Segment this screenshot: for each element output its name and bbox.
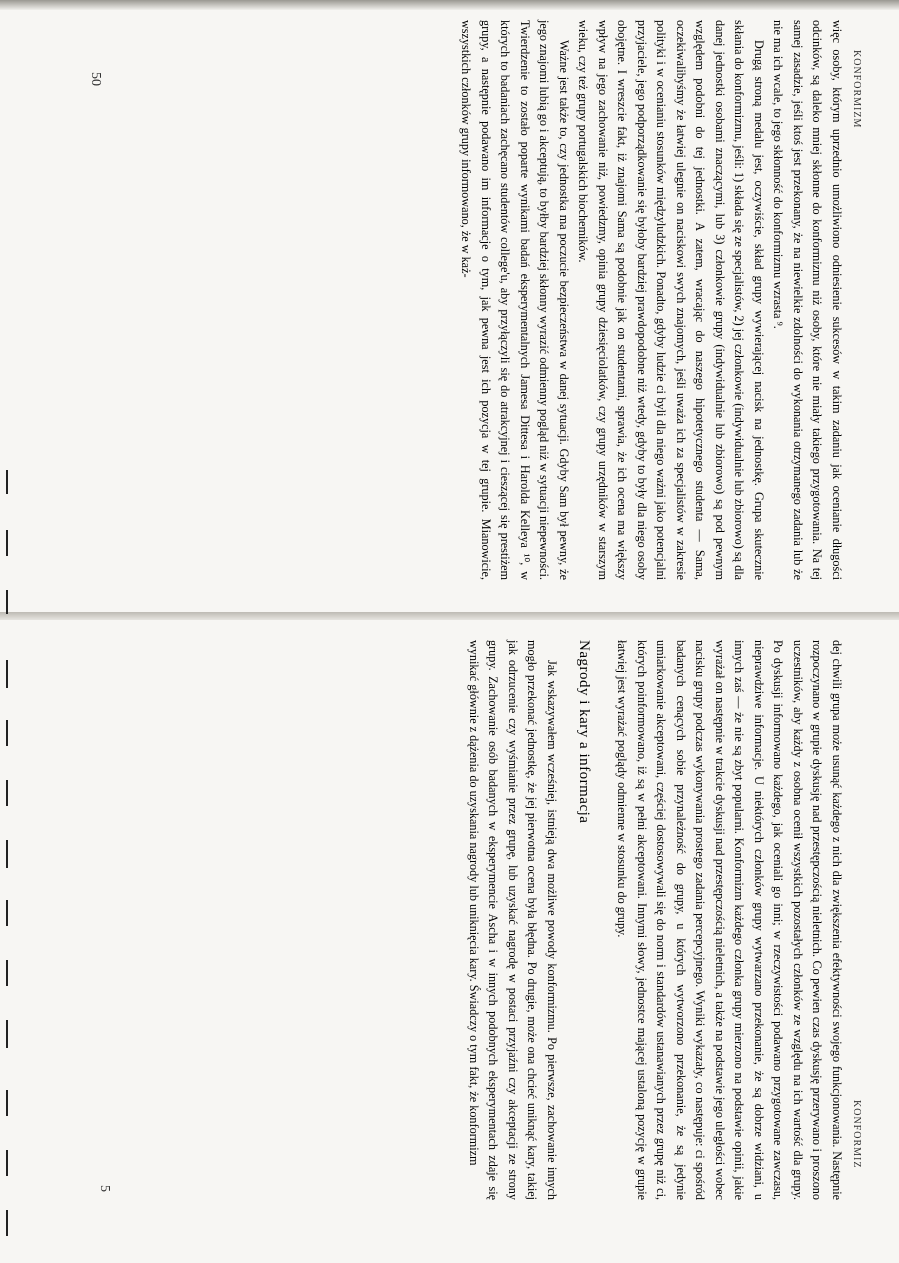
binding-mark bbox=[6, 590, 8, 614]
binding-mark bbox=[6, 1020, 8, 1048]
binding-mark bbox=[6, 780, 8, 806]
binding-mark bbox=[6, 900, 8, 926]
page-fold bbox=[0, 612, 899, 620]
binding-mark bbox=[6, 660, 8, 688]
binding-mark bbox=[6, 960, 8, 986]
bottom-running-head: KONFORMIZ bbox=[851, 1100, 862, 1169]
top-paragraph-2: Drugą stroną medalu jest, oczywiście, skład grupy wywierającej nacisk na jednostkę. Grupa skutecznie skłania do konformizmu, jeśli: 1) składa się ze specjalistów, 2) jej członkowie (indywidualnie lub zbiorowo) są dla danej jednostki osobami znaczącymi, lub 3) członkowie grupy (indywidualnie lub zbiorowo) są pod pewnym względem podobni do tej jednostki. A zatem, wracając do naszego hipotetycznego studenta — Sama, oczekiwalibyśmy że łatwiej ulegnie on naciskowi swych znajomych, jeśli uważa ich za specjalistów w zakresie polityki i w ocenianiu stosunków międzyludzkich. Ponadto, gdyby ludzie ci byli dla niego ważni jako potencjalni przyjaciele, jego podporządkowanie się byłoby bardziej prawdopodobne niż wtedy, gdyby to były dla niego osoby obojętne. I wreszcie fakt, iż znajomi Sama są podobnie jak on studentami, sprawia, że ich ocena ma większy wpływ na jego zachowanie niż, powiedzmy, opinia grupy dziesięciolatków, czy grupy urzędników w starszym wieku, czy też grupy portugalskich biochemików. bbox=[576, 20, 766, 580]
top-running-head: KONFORMIZM bbox=[851, 50, 862, 129]
binding-mark bbox=[6, 530, 8, 556]
top-paragraph-1: więc osoby, którym uprzednio umożliwiono odniesienie sukcesów w takim zadaniu jak ocenianie długości odcinków, są daleko mniej skłonne do konformizmu niż osoby, które nie miały takiego przygotowania. Na tej samej zasadzie, jeśli ktoś jest przekonany, że na niewielkie zdolności do wykonania otrzymanego zadania lub że nie ma ich wcale, to jego skłonność do konformizmu wzrasta ⁹. bbox=[771, 20, 844, 580]
bottom-paragraph-2: Jak wskazywałem wcześniej, istnieją dwa możliwe powody konformizmu. Po pierwsze, zachowanie innych mogło przekonać jednostkę, że jej pierwotna ocena była błędna. Po drugie, może ona chcieć uniknąć kary, takiej jak odrzucenie czy wyśmianie przez grupę, lub uzyskać nagrodę w postaci przyjaźni czy akceptacji ze strony grupy. Zachowanie osób badanych w eksperymencie Ascha i w innych podobnych eksperymentach zdaje się wynikać głównie z dążenia do uzyskania nagrody lub uniknięcia kary. Świadczy o tym fakt, że konformizm bbox=[467, 640, 559, 1200]
binding-marks bbox=[6, 0, 14, 1263]
binding-mark bbox=[6, 840, 8, 868]
top-page-number: 50 bbox=[88, 72, 103, 86]
binding-mark bbox=[6, 1150, 8, 1176]
top-page-text-column bbox=[456, 20, 846, 580]
binding-mark bbox=[6, 720, 8, 746]
binding-mark bbox=[6, 1090, 8, 1116]
top-paragraph-3: Ważne jest także to, czy jednostka ma poczucie bezpieczeństwa w danej sytuacji. Gdyby Sam był pewny, że jego znajomi lubią go i akceptują, to byłby bardziej skłonny wyrazić odmienny pogląd niż w sytuacji niepewności. Twierdzenie to zostało poparte wynikami badań eksperymentalnych Jamesa Dittesa i Harolda Kelleya ¹⁰, w których to badaniach zachęcano studentów college'u, aby przyłączyli się do atrakcyjnej i cieszącej się prestiżem grupy, a następnie podawano im informacje o tym, jak pewna jest ich pozycja w tej grupie. Mianowicie, wszystkich członków grupy informowano, że w każ- bbox=[459, 20, 571, 580]
binding-mark bbox=[6, 1210, 8, 1236]
bottom-paragraph-1: dej chwili grupa może usunąć każdego z nich dla zwiększenia efektywności swojego funkcjonowania. Następnie rozpoczynano w grupie dyskusję nad przestępczością nieletnich. Co pewien czas dyskusję przerywano i proszono uczestników, aby każdy z osobna ocenił wszystkich pozostałych członków ze względu na ich wartość dla grupy. Po dyskusji informowano każdego, jak oceniali go inni; w rzeczywistości podawano przygotowane zawczasu, nieprawdziwe informacje. U niektórych członków grupy wytwarzano przekonanie, że są dobrze widziani, u innych zaś — że nie są zbyt popularni. Konformizm każdego członka grupy mierzono na podstawie opinii, jakie wyrażał on następnie w trakcie dyskusji nad przestępczością nieletnich, a także na podstawie jego uległości wobec nacisku grupy podczas wykonywania prostego zadania percepcyjnego. Wyniki wykazały, co następuje: ci spośród badanych cenących sobie przynależność do grupy, u których wytworzono przekonanie, że są jedynie umiarkowanie akceptowani, częściej dostosowywali się do norm i standardów ustanawianych przez grupę niż ci, których poinformowano, iż są w pełni akceptowani. Innymi słowy, jednostce mającej ustaloną pozycję w grupie łatwiej jest wyrażać poglądy odmienne w stosunku do grupy. bbox=[615, 640, 844, 1200]
section-heading: Nagrody i kary a informacja bbox=[576, 640, 592, 824]
top-scan-edge bbox=[0, 0, 899, 10]
bottom-page-text-column bbox=[464, 640, 847, 1200]
bottom-page-number: 5 bbox=[97, 1185, 112, 1192]
binding-mark bbox=[6, 470, 8, 494]
